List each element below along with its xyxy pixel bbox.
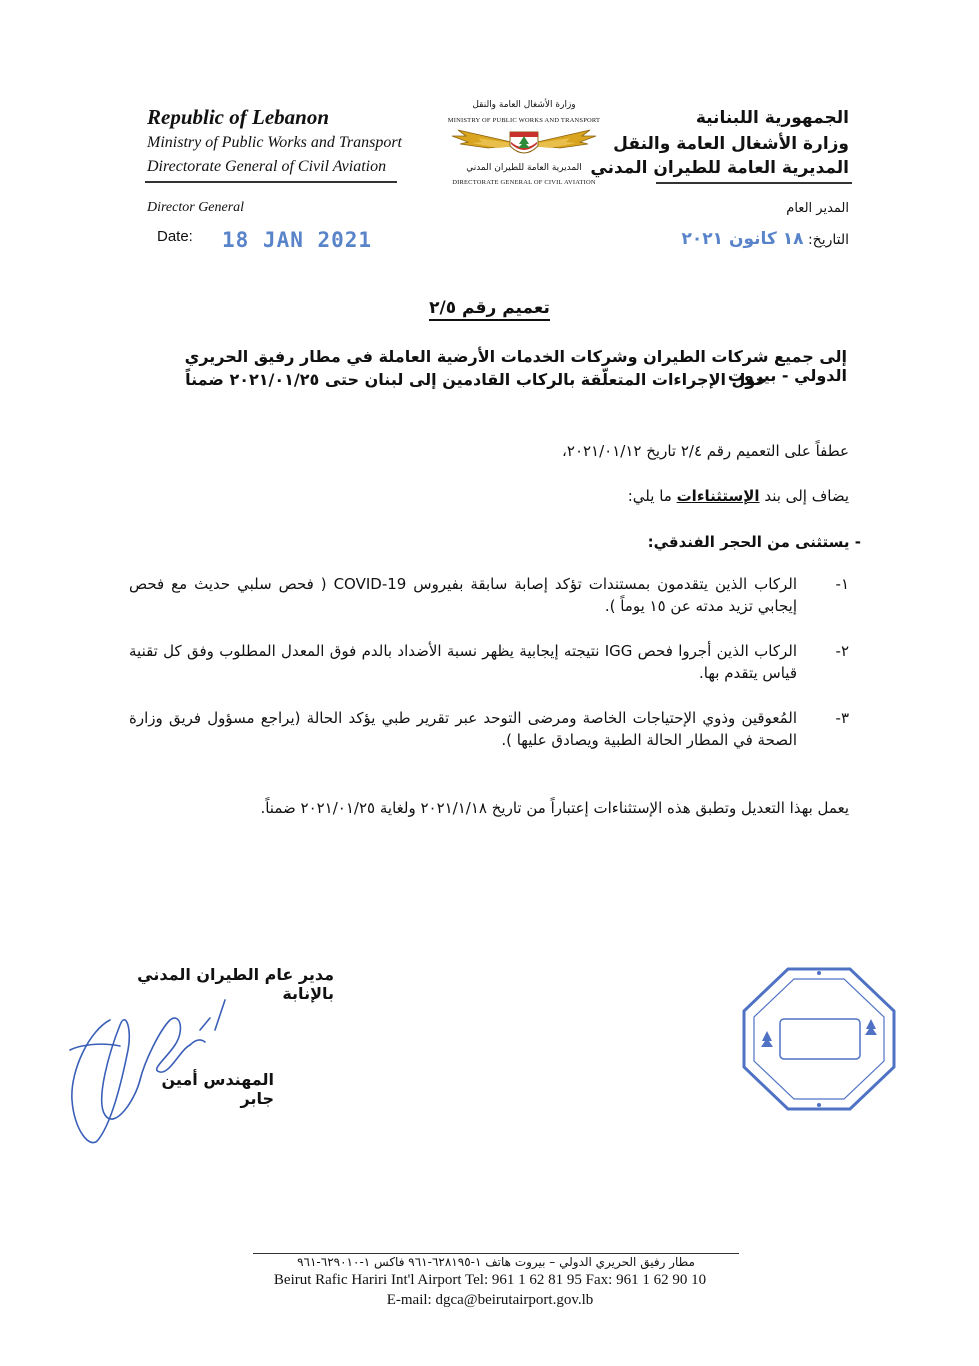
- header-en-republic: Republic of Lebanon: [147, 105, 329, 129]
- reference-paragraph: عطفاً على التعميم رقم ٢/٤ تاريخ ٢٠٢١/٠١/١٢،: [562, 442, 849, 460]
- logo-caption-bottom-ar: المديرية العامة للطيران المدني: [466, 163, 582, 173]
- exemption-heading: - يستثنى من الحجر الفندقي:: [647, 533, 861, 551]
- header-ar-directorate: المديرية العامة للطيران المدني: [590, 158, 849, 178]
- list-item-number: ٢-: [835, 642, 849, 660]
- official-seal-icon: [738, 963, 900, 1115]
- circular-title: تعميم رقم ٢/٥: [0, 298, 979, 318]
- header-ar-ministry: وزارة الأشغال العامة والنقل: [613, 134, 849, 154]
- header-en-director-general: Director General: [147, 200, 245, 215]
- date-stamp-ar: ١٨ كانون ٢٠٢١: [681, 229, 804, 249]
- subject-line-2: حول الإجراءات المتعلّقة بالركاب القادمين إلى لبنان حتى ٢٠٢١/٠١/٢٥ ضمناً: [185, 370, 767, 389]
- list-item-text: المُعوقين وذوي الإحتياجات الخاصة ومرضى التوحد عبر تقرير طبي يؤكد الحالة (يراجع مسؤول فريق وزارة الصحة في المطار الحالة الطبية ويصادق عليها ).: [129, 709, 797, 749]
- signatory-title: مدير عام الطيران المدني بالإنابة: [137, 965, 334, 1003]
- addition-paragraph: [628, 485, 849, 507]
- header-ar-republic: الجمهورية اللبنانية: [695, 108, 849, 128]
- date-stamp-en: 18 JAN 2021: [222, 228, 373, 252]
- list-item: [129, 640, 849, 684]
- header-en-divider: [145, 181, 397, 183]
- signatory-name: المهندس أمين جابر: [161, 1070, 274, 1108]
- header-en-directorate: Directorate General of Civil Aviation: [147, 158, 387, 175]
- wings-emblem-icon: [438, 100, 610, 190]
- footer-english: Beirut Rafic Hariri Int'l Airport Tel: 961 1 62 81 95 Fax: 961 1 62 90 10: [273, 1272, 707, 1288]
- list-item: [129, 573, 849, 617]
- ministry-logo: [438, 100, 610, 190]
- subject-line-1: إلى جميع شركات الطيران وشركات الخدمات الأرضية العاملة في مطار رفيق الحريري الدولي - بيروت: [184, 347, 847, 385]
- footer-arabic: مطار رفيق الحريري الدولي – بيروت هاتف ١-٦٢٨١٩٥-٩٦١ فاكس ١-٦٢٩٠١٠-٩٦١: [297, 1255, 695, 1269]
- list-item-text: الركاب الذين أجروا فحص IGG نتيجته إيجابية يظهر نسبة الأضداد بالدم فوق المعدل المطلوب وفق كل تقنية قياس يتقدم بها.: [129, 642, 797, 682]
- addition-prefix: يضاف إلى بند: [764, 487, 849, 505]
- list-item-text: الركاب الذين يتقدمون بمستندات تؤكد إصابة سابقة بفيروس COVID-19 ( فحص سلبي حديث مع فحص إيجابي تزيد مدته عن ١٥ يوماً ).: [129, 575, 797, 615]
- addition-keyword: الإستثناءات: [676, 487, 760, 505]
- date-label-en: Date:: [157, 228, 193, 245]
- header-ar-divider: [656, 182, 852, 184]
- logo-caption-bottom-en: DIRECTORATE GENERAL OF CIVIL AVIATION: [452, 179, 596, 186]
- logo-caption-top-ar: وزارة الأشغال العامة والنقل: [472, 100, 576, 110]
- footer-email: E-mail: dgca@beirutairport.gov.lb: [386, 1292, 594, 1308]
- logo-caption-top-en: MINISTRY OF PUBLIC WORKS AND TRANSPORT: [447, 117, 601, 124]
- addition-suffix: ما يلي:: [627, 487, 672, 505]
- date-ar: [682, 229, 849, 249]
- list-item-number: ١-: [835, 575, 849, 593]
- effective-paragraph: يعمل بهذا التعديل وتطبق هذه الإستثناءات إعتباراً من تاريخ ٢٠٢١/١/١٨ ولغاية ٢٠٢١/٠١/٢٥ ضمناً.: [260, 799, 849, 817]
- header-en-ministry: Ministry of Public Works and Transport: [147, 134, 402, 151]
- list-item-number: ٣-: [835, 709, 849, 727]
- header-ar-director-general: المدير العام: [786, 201, 849, 216]
- date-label-ar: التاريخ:: [807, 232, 849, 248]
- footer-divider: [253, 1253, 739, 1254]
- list-item: [129, 707, 849, 751]
